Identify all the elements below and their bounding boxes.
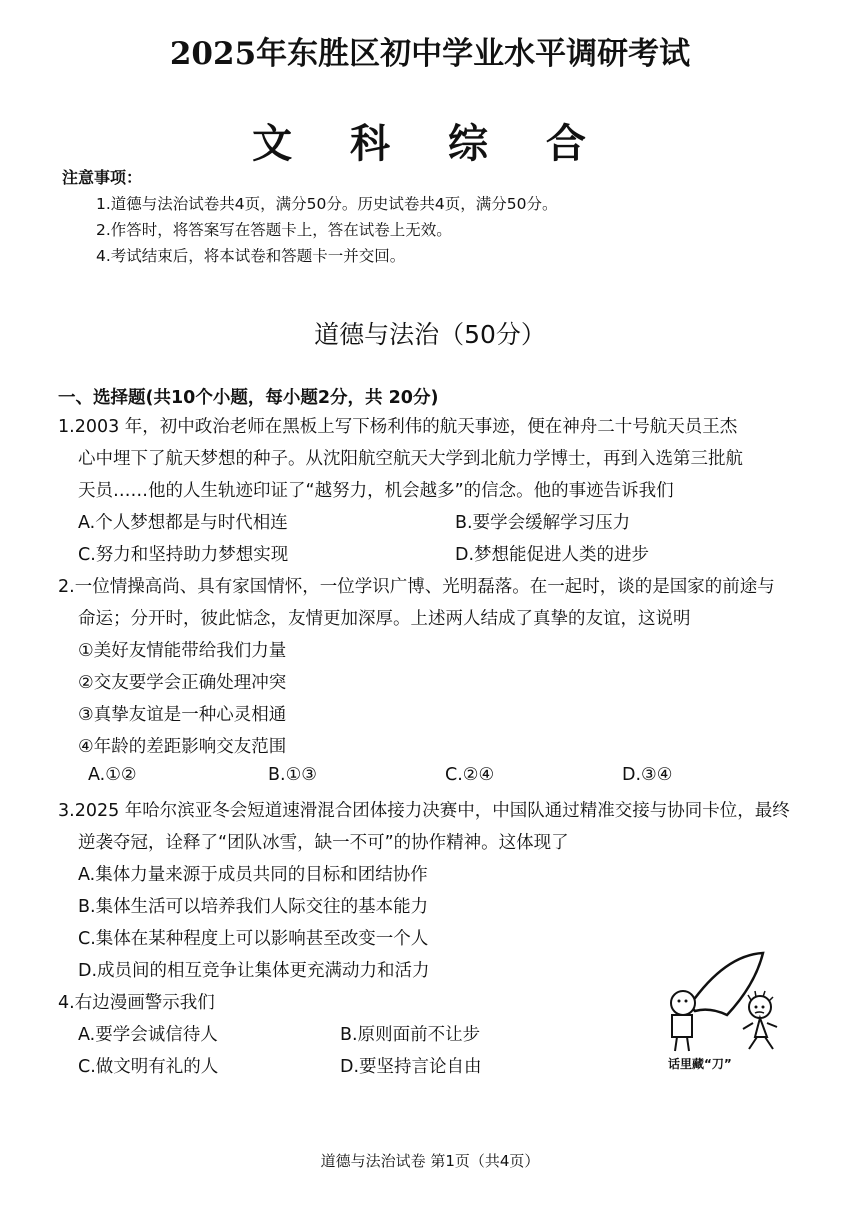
question-3-option-b: B.集体生活可以培养我们人际交往的基本能力 xyxy=(78,897,429,917)
question-1-line: 天员……他的人生轨迹印证了“越努力，机会越多”的信念。他的事迹告诉我们 xyxy=(78,481,674,501)
question-4-option-d: D.要坚持言论自由 xyxy=(340,1057,482,1077)
question-2-statement: ②交友要学会正确处理冲突 xyxy=(78,673,287,693)
question-1-option-d: D.梦想能促进人类的进步 xyxy=(455,545,650,565)
question-4-option-b: B.原则面前不让步 xyxy=(340,1025,481,1045)
question-1-option-b: B.要学会缓解学习压力 xyxy=(455,513,631,533)
notes-heading: 注意事项： xyxy=(62,168,143,187)
page-footer: 道德与法治试卷 第1页（共4页） xyxy=(320,1152,540,1170)
note-item: 4.考试结束后，将本试卷和答题卡一并交回。 xyxy=(96,247,406,265)
question-3-option-a: A.集体力量来源于成员共同的目标和团结协作 xyxy=(78,865,428,885)
question-3-option-d: D.成员间的相互竞争让集体更充满动力和活力 xyxy=(78,961,430,981)
question-2-statement: ①美好友情能带给我们力量 xyxy=(78,641,287,661)
question-1-line: 1.2003 年，初中政治老师在黑板上写下杨利伟的航天事迹，便在神舟二十号航天员王杰 xyxy=(58,417,738,437)
question-2-option-b: B.①③ xyxy=(268,765,317,785)
question-1-option-a: A.个人梦想都是与时代相连 xyxy=(78,513,288,533)
note-item: 1.道德与法治试卷共4页，满分50分。历史试卷共4页，满分50分。 xyxy=(96,195,558,213)
section-title: 道德与法治（50分） xyxy=(314,320,546,349)
note-item: 2.作答时，将答案写在答题卡上，答在试卷上无效。 xyxy=(96,221,452,239)
question-3-line: 3.2025 年哈尔滨亚冬会短道速滑混合团体接力决赛中，中国队通过精准交接与协同卡位，最终 xyxy=(58,801,790,821)
question-2-statement: ④年龄的差距影响交友范围 xyxy=(78,737,287,757)
question-4-line: 4.右边漫画警示我们 xyxy=(58,993,215,1013)
question-2-statement: ③真挚友谊是一种心灵相通 xyxy=(78,705,287,725)
question-2-option-c: C.②④ xyxy=(445,765,495,785)
question-3-option-c: C.集体在某种程度上可以影响甚至改变一个人 xyxy=(78,929,429,949)
question-2-option-d: D.③④ xyxy=(622,765,673,785)
cartoon-caption: 话里藏“刀” xyxy=(668,1057,732,1071)
question-2-option-a: A.①② xyxy=(88,765,137,785)
question-4-option-c: C.做文明有礼的人 xyxy=(78,1057,219,1077)
question-2-line: 命运；分开时，彼此惦念，友情更加深厚。上述两人结成了真挚的友谊，这说明 xyxy=(78,609,691,629)
exam-title: 2025年东胜区初中学业水平调研考试 xyxy=(169,36,691,72)
question-4-option-a: A.要学会诚信待人 xyxy=(78,1025,218,1045)
question-1-option-c: C.努力和坚持助力梦想实现 xyxy=(78,545,289,565)
part-heading: 一、选择题(共10个小题，每小题2分，共 20分) xyxy=(58,388,439,408)
question-3-line: 逆袭夺冠，诠释了“团队冰雪，缺一不可”的协作精神。这体现了 xyxy=(78,833,569,853)
question-1-line: 心中埋下了航天梦想的种子。从沈阳航空航天大学到北航力学博士，再到入选第三批航 xyxy=(78,449,743,469)
exam-subtitle: 文 科 综 合 xyxy=(252,121,608,167)
question-2-line: 2.一位情操高尚、具有家国情怀，一位学识广博、光明磊落。在一起时，谈的是国家的前途与 xyxy=(58,577,775,597)
